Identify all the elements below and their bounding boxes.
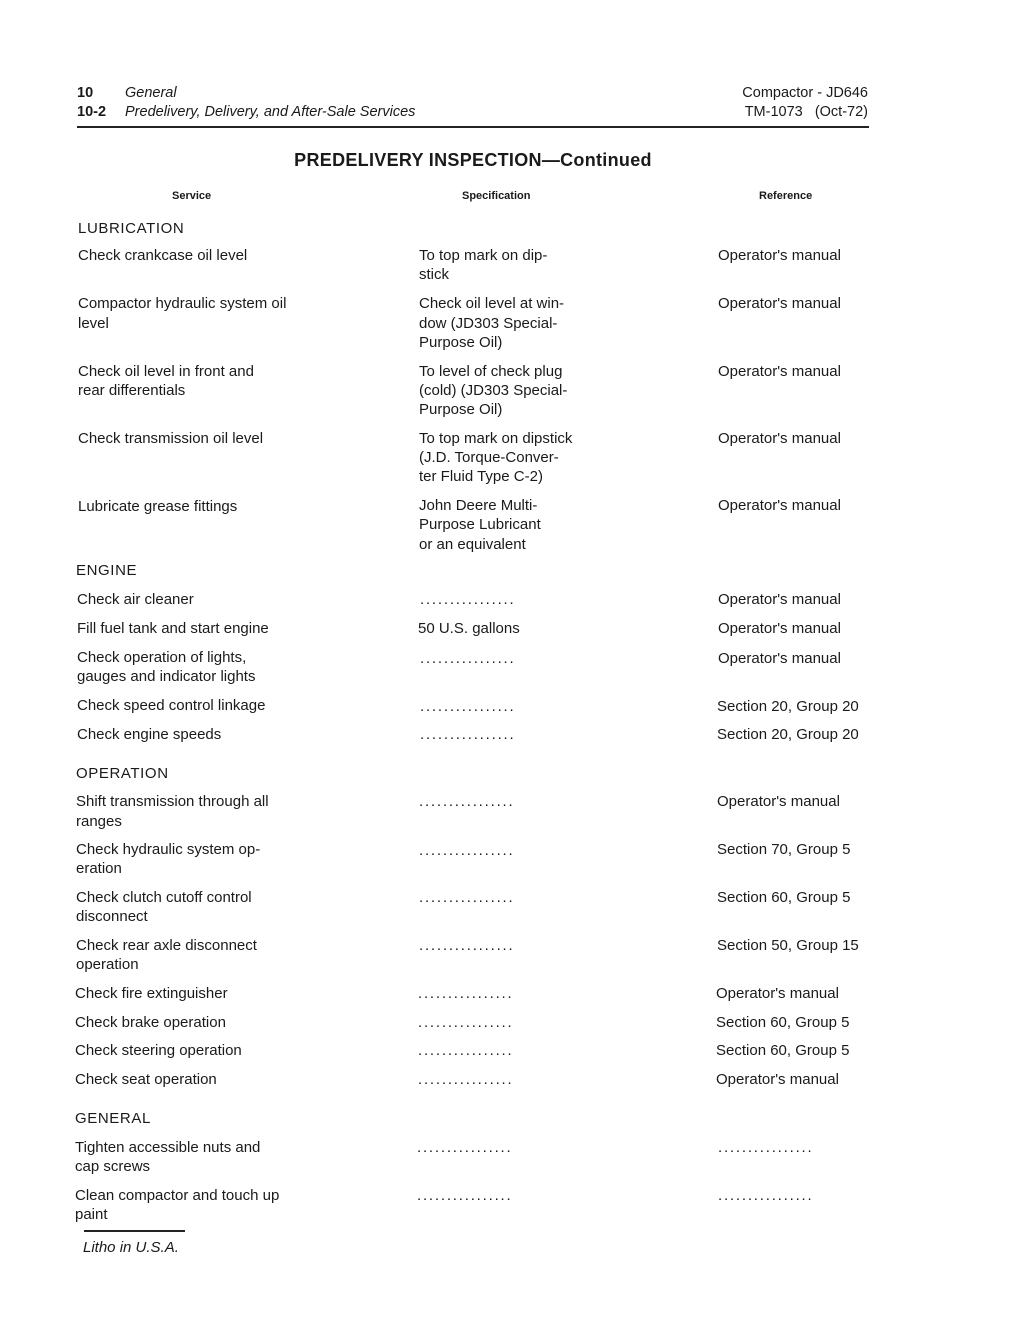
- service-text: Tighten accessible nuts and: [75, 1139, 261, 1156]
- service-text: Check air cleaner: [77, 591, 194, 608]
- spec-leader-dots: ................: [417, 1187, 513, 1204]
- spec-leader-dots: ................: [419, 793, 515, 810]
- spec-leader-dots: ................: [418, 1042, 514, 1059]
- spec-leader-dots: ................: [419, 889, 515, 906]
- manual-code: TM-1073: [744, 104, 803, 120]
- spec-text: Purpose Lubricant: [419, 516, 541, 533]
- spec-text: (J.D. Torque-Conver-: [419, 449, 559, 466]
- service-text: Clean compactor and touch up: [75, 1187, 280, 1204]
- running-header-left: [77, 84, 415, 122]
- section-heading-engine: ENGINE: [76, 562, 138, 579]
- reference-leader-dots: ................: [718, 1139, 814, 1156]
- service-text: Check brake operation: [75, 1014, 226, 1031]
- service-text: ranges: [76, 813, 122, 830]
- spec-text: To level of check plug: [419, 363, 563, 380]
- service-text: level: [78, 315, 109, 332]
- spec-leader-dots: ................: [420, 726, 516, 743]
- column-header-reference: Reference: [759, 190, 813, 202]
- reference-text: Operator's manual: [718, 295, 841, 312]
- header-rule: [77, 126, 869, 128]
- reference-text: Section 20, Group 20: [717, 726, 859, 743]
- spec-text: or an equivalent: [419, 536, 526, 553]
- reference-text: Operator's manual: [716, 1071, 839, 1088]
- service-text: Check engine speeds: [77, 726, 222, 743]
- reference-text: Section 70, Group 5: [717, 841, 851, 858]
- spec-text: Purpose Oil): [419, 334, 503, 351]
- spec-leader-dots: ................: [420, 650, 516, 667]
- spec-text: 50 U.S. gallons: [418, 620, 520, 637]
- reference-text: Operator's manual: [718, 430, 841, 447]
- service-text: gauges and indicator lights: [77, 668, 256, 685]
- service-text: Check operation of lights,: [77, 649, 247, 666]
- service-text: Shift transmission through all: [76, 793, 269, 810]
- service-text: operation: [76, 956, 139, 973]
- spec-leader-dots: ................: [419, 842, 515, 859]
- service-text: rear differentials: [78, 382, 186, 399]
- running-header-right: [600, 84, 868, 122]
- footer-rule: [84, 1230, 185, 1232]
- spec-leader-dots: ................: [420, 591, 516, 608]
- manual-date: (Oct-72): [814, 104, 868, 120]
- section-heading-operation: OPERATION: [76, 765, 169, 782]
- column-header-service: Service: [172, 190, 212, 202]
- reference-text: Operator's manual: [718, 620, 841, 637]
- service-text: Check speed control linkage: [77, 697, 266, 714]
- spec-text: ter Fluid Type C-2): [419, 468, 543, 485]
- reference-text: Operator's manual: [718, 591, 841, 608]
- machine-name: Compactor - JD646: [742, 85, 868, 101]
- service-text: Check crankcase oil level: [78, 247, 248, 264]
- spec-leader-dots: ................: [418, 985, 514, 1002]
- reference-text: Operator's manual: [716, 985, 839, 1002]
- service-text: Fill fuel tank and start engine: [77, 620, 269, 637]
- reference-text: Section 60, Group 5: [716, 1042, 850, 1059]
- service-text: eration: [76, 860, 122, 877]
- service-text: Check seat operation: [75, 1071, 217, 1088]
- spec-text: John Deere Multi-: [419, 497, 538, 514]
- reference-text: Operator's manual: [718, 650, 841, 667]
- reference-text: Operator's manual: [718, 363, 841, 380]
- spec-leader-dots: ................: [419, 937, 515, 954]
- reference-leader-dots: ................: [718, 1187, 814, 1204]
- reference-text: Section 20, Group 20: [717, 698, 859, 715]
- section-heading-general: GENERAL: [75, 1110, 151, 1127]
- service-text: Compactor hydraulic system oil: [78, 295, 287, 312]
- spec-leader-dots: ................: [420, 698, 516, 715]
- service-text: Check hydraulic system op-: [76, 841, 261, 858]
- chapter-number: 10: [77, 85, 94, 101]
- service-text: cap screws: [75, 1158, 151, 1175]
- reference-text: Section 50, Group 15: [717, 937, 859, 954]
- service-text: Check oil level in front and: [78, 363, 254, 380]
- spec-text: (cold) (JD303 Special-: [419, 382, 568, 399]
- reference-text: Operator's manual: [717, 793, 840, 810]
- service-text: Check fire extinguisher: [75, 985, 228, 1002]
- service-text: Check rear axle disconnect: [76, 937, 257, 954]
- spec-leader-dots: ................: [418, 1071, 514, 1088]
- column-header-specification: Specification: [462, 190, 531, 202]
- service-text: disconnect: [76, 908, 148, 925]
- chapter-title: General: [125, 85, 177, 101]
- service-text: Lubricate grease fittings: [78, 498, 238, 515]
- page-title: PREDELIVERY INSPECTION—Continued: [294, 150, 652, 170]
- service-text: Check clutch cutoff control: [76, 889, 252, 906]
- spec-text: dow (JD303 Special-: [419, 315, 558, 332]
- spec-leader-dots: ................: [417, 1139, 513, 1156]
- spec-text: Check oil level at win-: [419, 295, 565, 312]
- group-number: 10-2: [77, 104, 107, 120]
- reference-text: Operator's manual: [718, 497, 841, 514]
- section-heading-lubrication: LUBRICATION: [78, 220, 185, 237]
- service-text: Check transmission oil level: [78, 430, 264, 447]
- reference-text: Section 60, Group 5: [716, 1014, 850, 1031]
- spec-text: To top mark on dip-: [419, 247, 548, 264]
- group-title: Predelivery, Delivery, and After-Sale Services: [125, 104, 416, 120]
- spec-text: To top mark on dipstick: [419, 430, 573, 447]
- footer-imprint: Litho in U.S.A.: [83, 1239, 179, 1256]
- reference-text: Operator's manual: [718, 247, 841, 264]
- reference-text: Section 60, Group 5: [717, 889, 851, 906]
- service-text: paint: [75, 1206, 108, 1223]
- spec-leader-dots: ................: [418, 1014, 514, 1031]
- service-text: Check steering operation: [75, 1042, 242, 1059]
- spec-text: Purpose Oil): [419, 401, 503, 418]
- spec-text: stick: [419, 266, 449, 283]
